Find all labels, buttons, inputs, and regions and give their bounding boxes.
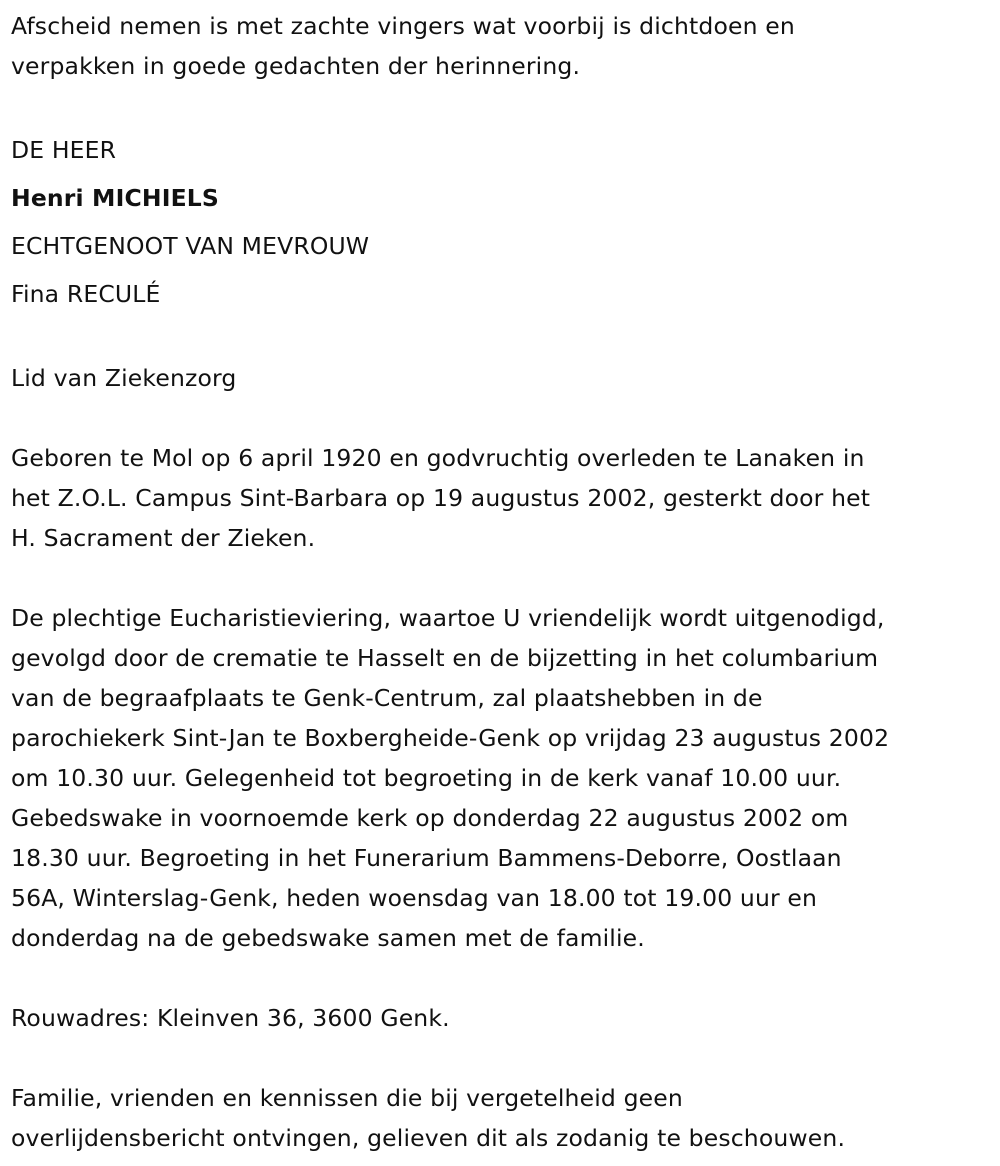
spouse-name: Fina RECULÉ bbox=[11, 280, 161, 308]
intro-paragraph bbox=[11, 6, 996, 86]
closing-paragraph bbox=[11, 1078, 996, 1158]
ceremony-line: om 10.30 uur. Gelegenheid tot begroeting in de kerk vanaf 10.00 uur. bbox=[11, 764, 842, 792]
deceased-block bbox=[11, 126, 996, 318]
address-line: Rouwadres: Kleinven 36, 3600 Genk. bbox=[11, 1004, 450, 1032]
address-paragraph bbox=[11, 998, 996, 1038]
intro-line: verpakken in goede gedachten der herinnering. bbox=[11, 52, 581, 80]
membership-line: Lid van Ziekenzorg bbox=[11, 364, 237, 392]
closing-line: overlijdensbericht ontvingen, gelieven dit als zodanig te beschouwen. bbox=[11, 1124, 846, 1152]
ceremony-paragraph bbox=[11, 598, 996, 958]
death-notice bbox=[11, 6, 996, 1158]
ceremony-line: gevolgd door de crematie te Hasselt en de bijzetting in het columbarium bbox=[11, 644, 879, 672]
closing-line: Familie, vrienden en kennissen die bij vergetelheid geen bbox=[11, 1084, 683, 1112]
ceremony-line: 18.30 uur. Begroeting in het Funerarium Bammens-Deborre, Oostlaan bbox=[11, 844, 842, 872]
intro-line: Afscheid nemen is met zachte vingers wat voorbij is dichtdoen en bbox=[11, 12, 795, 40]
deceased-title: DE HEER bbox=[11, 136, 117, 164]
birth-death-line: het Z.O.L. Campus Sint-Barbara op 19 augustus 2002, gesterkt door het bbox=[11, 484, 871, 512]
ceremony-line: 56A, Winterslag-Genk, heden woensdag van 18.00 tot 19.00 uur en bbox=[11, 884, 818, 912]
birth-death-line: H. Sacrament der Zieken. bbox=[11, 524, 316, 552]
birth-death-paragraph bbox=[11, 438, 996, 558]
deceased-name: Henri MICHIELS bbox=[11, 184, 220, 212]
ceremony-line: Gebedswake in voornoemde kerk op donderdag 22 augustus 2002 om bbox=[11, 804, 849, 832]
birth-death-line: Geboren te Mol op 6 april 1920 en godvruchtig overleden te Lanaken in bbox=[11, 444, 865, 472]
ceremony-line: van de begraafplaats te Genk-Centrum, zal plaatshebben in de bbox=[11, 684, 763, 712]
membership-paragraph bbox=[11, 358, 996, 398]
ceremony-line: donderdag na de gebedswake samen met de familie. bbox=[11, 924, 645, 952]
ceremony-line: De plechtige Eucharistieviering, waartoe U vriendelijk wordt uitgenodigd, bbox=[11, 604, 885, 632]
ceremony-line: parochiekerk Sint-Jan te Boxbergheide-Genk op vrijdag 23 augustus 2002 bbox=[11, 724, 890, 752]
deceased-relation: ECHTGENOOT VAN MEVROUW bbox=[11, 232, 370, 260]
